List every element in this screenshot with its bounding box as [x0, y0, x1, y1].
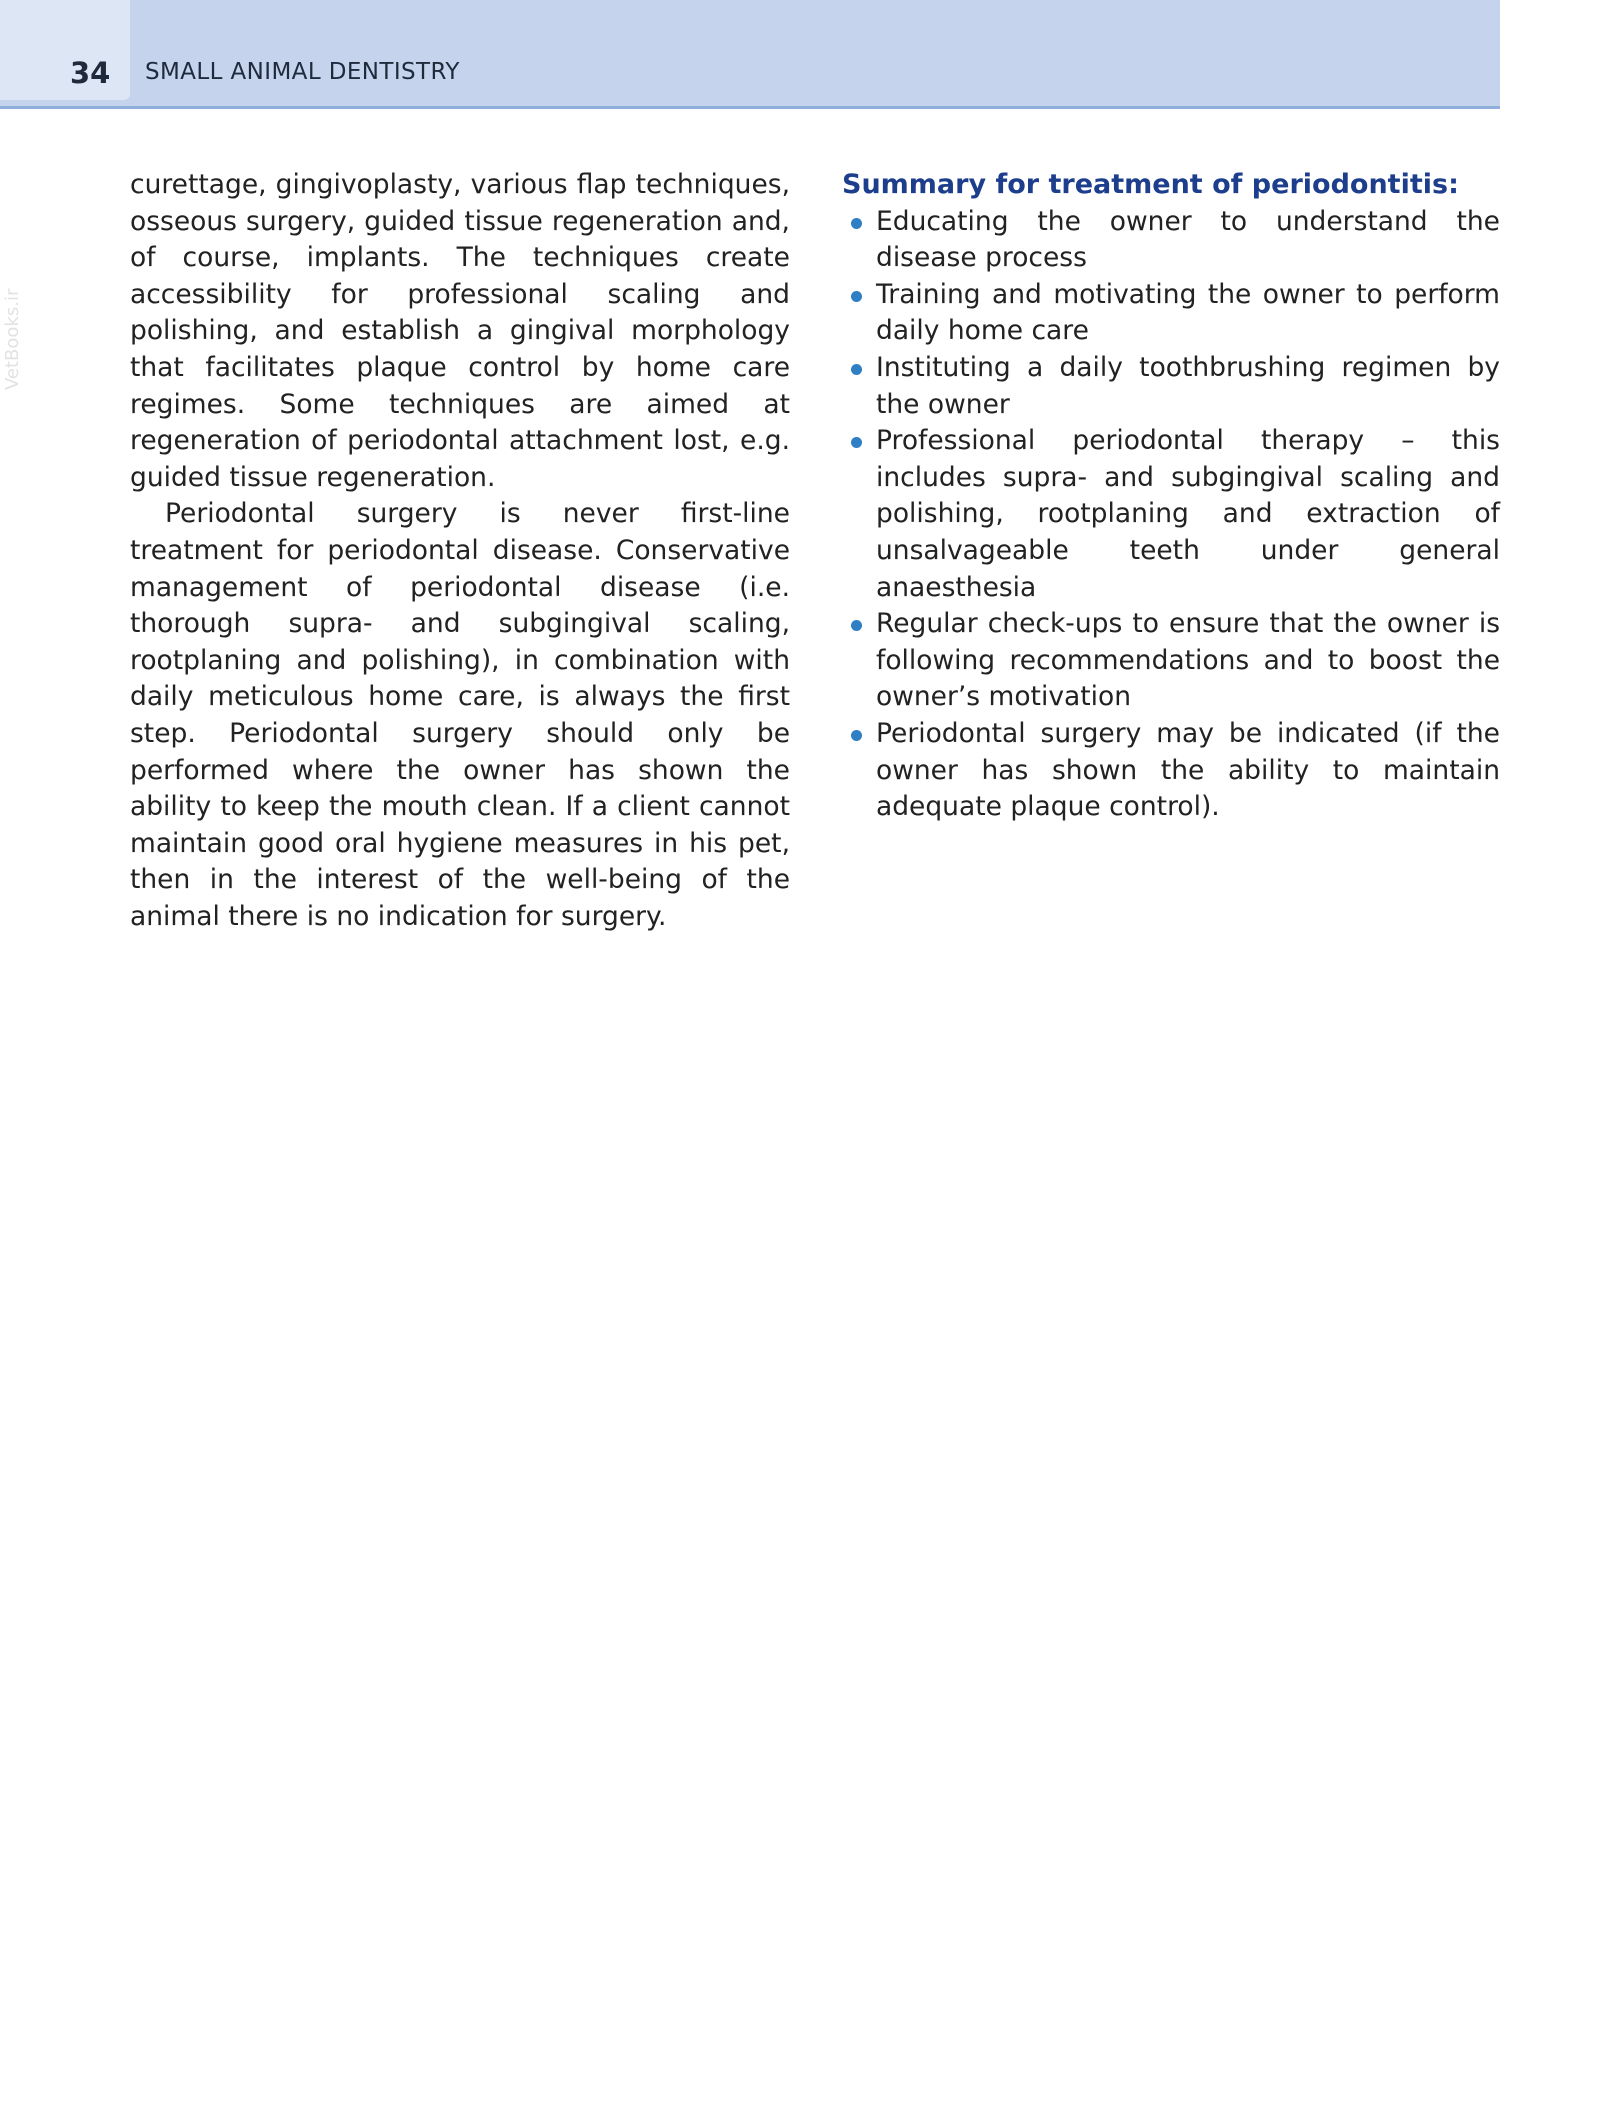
summary-item-text: Training and motivating the owner to perform daily home care: [876, 278, 1500, 347]
summary-item-text: Educating the owner to understand the disease process: [876, 205, 1500, 274]
bullet-dot-icon: [851, 730, 862, 741]
summary-item-text: Regular check-ups to ensure that the owner is following recommendations and to boost the owner’s motivation: [876, 608, 1500, 713]
summary-item-text: Professional periodontal therapy – this includes supra- and subgingival scaling and polishing, rootplaning and extraction of unsalvageable teeth under general anaesthesia: [876, 425, 1500, 603]
page-number-tab: [0, 0, 130, 100]
summary-item-text: Instituting a daily toothbrushing regimen by the owner: [876, 351, 1500, 420]
summary-heading: Summary for treatment of periodontitis:: [842, 169, 1459, 200]
body-paragraph: Periodontal surgery is never first-line treatment for periodontal disease. Conservative management of periodontal disease (i.e. thorough supra- and subgingival scaling, rootplaning and polishing), in combination with daily meticulous home care, is always the first step. Periodontal surgery should only be performed where the owner has shown the ability to keep the mouth clean. If a client cannot maintain good oral hygiene measures in his pet, then in the interest of the well-being of the animal there is no indication for surgery.: [130, 498, 790, 932]
summary-list-item: [842, 204, 1500, 277]
summary-list: [842, 204, 1500, 826]
summary-list-item: [842, 606, 1500, 716]
summary-list-item: [842, 350, 1500, 423]
body-paragraph: curettage, gingivoplasty, various flap techniques, osseous surgery, guided tissue regeneration and, of course, implants. The techniques create accessibility for professional scaling and polishing, and establish a gingival morphology that facilitates plaque control by home care regimes. Some techniques are aimed at regeneration of periodontal attachment lost, e.g. guided tissue regeneration.: [130, 169, 790, 493]
bullet-dot-icon: [851, 620, 862, 631]
bullet-dot-icon: [851, 437, 862, 448]
summary-item-text: Periodontal surgery may be indicated (if the owner has shown the ability to maintain adequate plaque control).: [876, 717, 1500, 823]
page-number: 34: [70, 56, 111, 90]
bullet-dot-icon: [851, 364, 862, 375]
watermark: VetBooks.ir: [2, 288, 23, 390]
bullet-dot-icon: [851, 218, 862, 229]
left-column: [130, 167, 790, 935]
running-head-title: SMALL ANIMAL DENTISTRY: [145, 59, 460, 85]
summary-list-item: [842, 423, 1500, 606]
summary-list-item: [842, 277, 1500, 350]
summary-list-item: [842, 716, 1500, 826]
bullet-dot-icon: [851, 291, 862, 302]
running-header-band: [0, 0, 1500, 109]
summary-box: [842, 167, 1500, 826]
